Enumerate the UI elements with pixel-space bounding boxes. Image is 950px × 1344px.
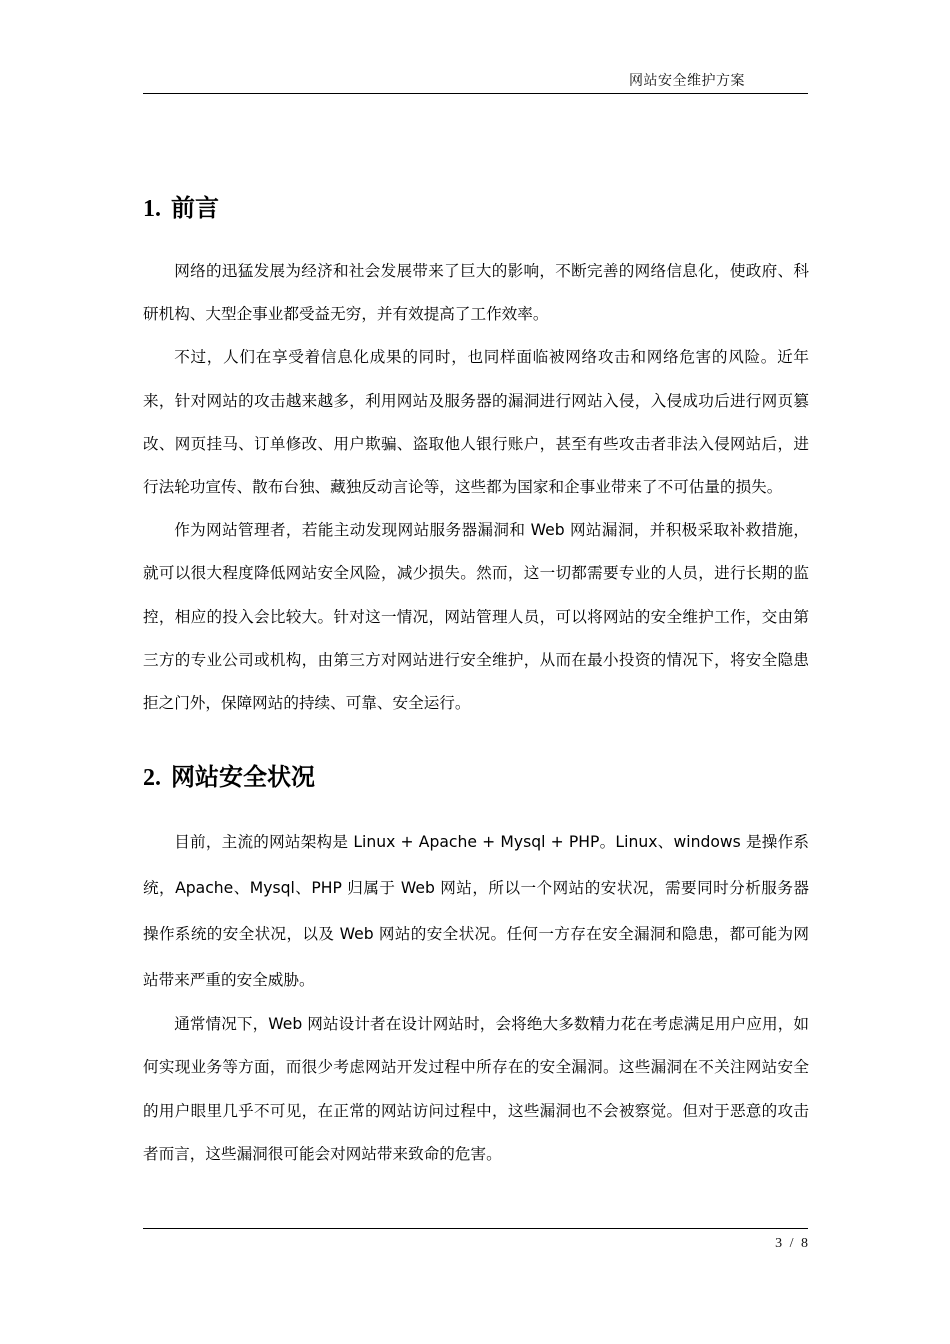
section-number: 2. — [143, 765, 161, 792]
page-number: 3 / 8 — [775, 1236, 808, 1251]
footer-divider — [143, 1228, 808, 1229]
section-heading-website-security-status — [143, 755, 809, 799]
paragraph: 网络的迅猛发展为经济和社会发展带来了巨大的影响，不断完善的网络信息化，使政府、科研机构、大型企事业都受益无穷，并有效提高了工作效率。 — [143, 262, 809, 324]
section-heading-introduction — [143, 186, 809, 230]
header-divider — [143, 93, 808, 94]
section-title: 前言 — [171, 194, 219, 222]
section-title: 网站安全状况 — [171, 763, 315, 792]
paragraph: 目前，主流的网站架构是 Linux + Apache + Mysql + PHP。Linux、windows 是操作系统，Apache、Mysql、PHP 归属于 Web 网站，所以一个网站的安状况，需要同时分析服务器操作系统的安全状况，以及 Web 网站的安全状况。任何一方存在安全漏洞和隐患，都可能为网站带来严重的安全威胁。 — [143, 833, 809, 990]
section-number: 1. — [143, 196, 161, 222]
paragraph: 通常情况下，Web 网站设计者在设计网站时，会将绝大多数精力花在考虑满足用户应用，如何实现业务等方面，而很少考虑网站开发过程中所存在的安全漏洞。这些漏洞在不关注网站安全的用户眼里几乎不可见，在正常的网站访问过程中，这些漏洞也不会被察觉。但对于恶意的攻击者而言，这些漏洞很可能会对网站带来致命的危害。 — [143, 1015, 809, 1163]
paragraph: 不过，人们在享受着信息化成果的同时，也同样面临被网络攻击和网络危害的风险。近年来，针对网站的攻击越来越多，利用网站及服务器的漏洞进行网站入侵，入侵成功后进行网页篡改、网页挂马、订单修改、用户欺骗、盗取他人银行账户，甚至有些攻击者非法入侵网站后，进行法轮功宣传、散布台独、藏独反动言论等，这些都为国家和企事业带来了不可估量的损失。 — [143, 348, 809, 497]
page-body — [143, 186, 809, 1176]
paragraph: 作为网站管理者，若能主动发现网站服务器漏洞和 Web 网站漏洞，并积极采取补救措施，就可以很大程度降低网站安全风险，减少损失。然而，这一切都需要专业的人员，进行长期的监控，相应的投入会比较大。针对这一情况，网站管理人员，可以将网站的安全维护工作，交由第三方的专业公司或机构，由第三方对网站进行安全维护，从而在最小投资的情况下，将安全隐患拒之门外，保障网站的持续、可靠、安全运行。 — [143, 521, 809, 713]
running-header-title: 网站安全维护方案 — [629, 73, 745, 89]
